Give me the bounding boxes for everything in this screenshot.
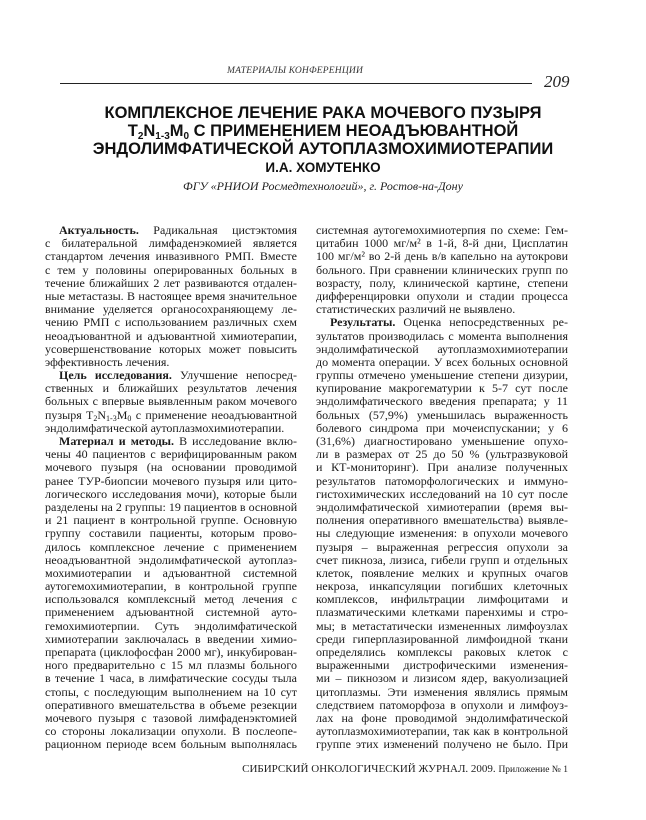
- text-run: мы; в метастатически измененных лимфоузлах: [316, 618, 568, 633]
- text-run: цитоплазмы. Эти изменения являлись прямым: [316, 684, 568, 699]
- paragraph: [45, 369, 297, 435]
- text-run: мохимиотерапии и адъювантной системной: [45, 565, 297, 580]
- text-run: ного предварительно с 15 мл плазмы больного: [45, 658, 297, 673]
- subscript-text: 2: [137, 131, 144, 142]
- text-run: чены 40 пациентов с верифицированным раком: [45, 447, 297, 462]
- text-run: использовался комплексный метод лечения с: [45, 592, 297, 607]
- text-run: усовершенствование которых может повысить: [45, 341, 297, 356]
- text-run: дифференцировки опухоли и стадии процесса: [316, 288, 568, 303]
- text-run: эндолимфатической химиотерапии (время вы-: [316, 499, 568, 514]
- text-run: В исследование вклю-: [174, 434, 297, 448]
- text-run: зультатов производилась с момента выполнения: [316, 328, 568, 343]
- text-run: и 21 пациент в контрольной группе. Основную: [45, 513, 297, 528]
- text-run: болевого синдрома при мочеиспускании; у 6: [316, 420, 568, 435]
- subscript-text: 0: [127, 413, 132, 423]
- text-line: [316, 738, 568, 751]
- section-heading: Цель исследования.: [59, 368, 172, 383]
- text-run: течение ближайших 2 лет развиваются отдален-: [45, 275, 297, 290]
- text-run: ми – пикнозом и лизисом ядер, вакуолизацией: [316, 671, 568, 686]
- text-run: группу составили пациенты, которым прово-: [45, 526, 297, 541]
- text-run: с применение неоадъювантной: [131, 407, 297, 422]
- subscript-text: 1-3: [155, 131, 170, 142]
- page-number: 209: [544, 72, 570, 91]
- text-run: препарата (циклофосфан 2000 мг), инкубирован-: [45, 645, 297, 659]
- text-run: выраженными дистрофическими изменения-: [316, 658, 568, 673]
- subscript-text: 2: [93, 413, 98, 423]
- text-run: клеток, появление мелких и крупных очагов: [316, 565, 568, 580]
- text-run: группе этих изменений получено не было. При: [316, 737, 568, 752]
- text-run: оперативного вмешательства в объеме резекции: [45, 697, 297, 712]
- text-run: мочевого пузыря с тазовой лимфаденэктомией: [45, 710, 297, 725]
- text-run: неоадъювантной и адъювантной химиотерапии,: [45, 328, 297, 343]
- title-line: [40, 140, 606, 158]
- text-run: аутогемохимиотерапии, в контрольной группе: [45, 579, 297, 594]
- title-line: [40, 104, 606, 122]
- text-run: группы отмечено уменьшение степени дизурии,: [316, 368, 568, 383]
- text-run: купирование макрогематурии к 5-7 сут после: [316, 381, 568, 396]
- text-run: ные метастазы. В настоящее время значительное: [45, 288, 297, 303]
- text-run: системная аутогемохимиотерпия по схеме: Гем-: [316, 223, 568, 237]
- text-run: возрасту, полу, клинической картине, степени: [316, 275, 568, 290]
- text-run: химиотерапии заключалась в введении химио-: [45, 631, 297, 646]
- text-run: полнения оперативного вмешательства) выявле-: [316, 513, 568, 528]
- text-run: стандартом лечения инвазивного РМП. Вместе: [45, 249, 297, 264]
- text-run: дилось комплексное лечение с применением: [45, 539, 297, 554]
- section-heading: Материал и методы.: [59, 434, 175, 448]
- text-run: пузыря – выраженная регрессия опухоли за: [316, 539, 568, 554]
- footer-journal: СИБИРСКИЙ ОНКОЛОГИЧЕСКИЙ ЖУРНАЛ. 2009.: [242, 763, 496, 775]
- text-run: пузыря T: [45, 407, 94, 422]
- text-run: N: [143, 122, 156, 140]
- text-run: неоадъювантной эндолимфатической аутоплаз-: [45, 552, 297, 567]
- title-line: [40, 122, 606, 140]
- text-run: со стороны локализации опухоли. В послеопе-: [45, 724, 297, 739]
- text-run: стопы, с последующим выполнением на 10 сут: [45, 684, 297, 699]
- paragraph: [45, 224, 297, 369]
- text-run: до момента операции. У всех больных основной: [316, 354, 568, 369]
- text-run: гемохимиотерпии. Суть эндолимфатической: [45, 618, 297, 633]
- text-run: Оценка непосредственных ре-: [395, 315, 568, 330]
- text-run: 100 мг/м² во 2-й день в/в капельно на аутокрови: [316, 249, 568, 264]
- footer-supplement: Приложение № 1: [498, 765, 568, 775]
- text-run: с тем у половины оперированных больных в: [45, 262, 297, 277]
- text-run: КОМПЛЕКСНОЕ ЛЕЧЕНИЕ РАКА МОЧЕВОГО ПУЗЫРЯ: [104, 104, 542, 122]
- text-run: эндолимфатической аутоплазмохимиотерапии: [316, 341, 568, 356]
- text-run: внимание уделяется органосохраняющему ле-: [45, 302, 297, 317]
- text-run: С ПРИМЕНЕНИЕМ НЕОАДЪЮВАНТНОЙ: [189, 122, 519, 140]
- text-run: некроза, инкапсуляции погибших клеточных: [316, 579, 568, 594]
- text-run: с билатеральной лимфаденэкомией является: [45, 236, 297, 251]
- text-run: Улучшение непосред-: [171, 368, 298, 383]
- text-run: статистических различий не выявлено.: [316, 302, 516, 317]
- text-run: больных (57,9%) уменьшилась выраженность: [316, 407, 568, 422]
- paragraph: [316, 316, 568, 751]
- text-column-right: [316, 224, 568, 752]
- text-run: M: [169, 122, 184, 140]
- text-run: мочевого пузыря (на основании проводимой: [45, 460, 297, 475]
- text-run: ственных и ближайших результатов лечения: [45, 381, 297, 396]
- text-run: следствием патоморфоза в опухоли и лимфоуз-: [316, 697, 568, 712]
- text-run: среди гиперплазированной лимфоидной ткани: [316, 631, 568, 646]
- journal-footer: [242, 763, 568, 775]
- text-run: аутоплазмохимиотерапии, так как в контрольной: [316, 724, 568, 739]
- text-run: эффективность лечения.: [45, 354, 170, 369]
- text-run: чению РМП с использованием различных схем: [45, 315, 297, 330]
- text-run: (31,6%) диагностировано уменьшение опухо-: [316, 434, 568, 448]
- running-header: МАТЕРИАЛЫ КОНФЕРЕНЦИИ: [226, 66, 364, 76]
- text-run: применением адъювантной системной ауто-: [45, 605, 297, 620]
- text-run: M: [116, 407, 128, 422]
- subscript-text: 1-3: [106, 413, 117, 423]
- subscript-text: 0: [183, 131, 190, 142]
- text-run: больных с впервые выявленным раком мочевого: [45, 394, 297, 409]
- text-run: разделены на 2 группы: 19 пациентов в основной: [45, 499, 298, 514]
- section-heading: Актуальность.: [59, 223, 139, 237]
- text-run: рационном периоде всем больным выполнялась: [45, 737, 297, 752]
- paragraph: [316, 224, 568, 316]
- text-run: N: [97, 407, 107, 422]
- text-run: логического исследования мочи), которые были: [45, 486, 297, 501]
- text-run: эндолимфатического введения препарата; у 11: [316, 394, 568, 409]
- text-run: определялись комплексы раковых клеток с: [316, 645, 568, 659]
- section-heading: Результаты.: [330, 315, 396, 330]
- text-line: [45, 738, 297, 751]
- article-title: [40, 104, 606, 158]
- text-run: гистохимических исследований на 10 сут после: [316, 486, 568, 501]
- text-run: эндолимфатической аутоплазмохимиотерапии.: [45, 420, 285, 435]
- text-run: в течение 1 часа, в лимфатические сосуды тыла: [45, 671, 297, 686]
- text-run: плазматическими клетками паренхимы и стро-: [316, 605, 568, 620]
- text-run: ЭНДОЛИМФАТИЧЕСКОЙ АУТОПЛАЗМОХИМИОТЕРАПИИ: [92, 140, 554, 158]
- text-run: результатов патоморфологических и иммуно-: [316, 473, 568, 488]
- text-run: ранее ТУР-биопсии мочевого пузыря или цито-: [45, 473, 297, 488]
- text-run: ны следующие изменения: в опухоли мочевого: [316, 526, 568, 541]
- text-run: цитабин 1000 мг/м² в 1-й, 8-й дни, Цисплатин: [316, 236, 568, 251]
- paragraph: [45, 435, 297, 752]
- text-run: ли в размерах от 25 до 50 % (ультразвуковой: [316, 447, 568, 462]
- text-run: Радикальная цистэктомия: [138, 223, 297, 237]
- header-rule: [60, 83, 532, 84]
- text-run: лах на фоне проводимой эндолимфатической: [316, 710, 568, 725]
- text-column-left: [45, 224, 297, 752]
- text-run: счет пикноза, лизиса, гибели групп и отдельных: [316, 552, 568, 567]
- text-run: и КТ-мониторинг). При анализе полученных: [316, 460, 568, 475]
- article-affiliation: ФГУ «РНИОИ Росмедтехнологий», г. Ростов-на-Дону: [183, 179, 463, 193]
- text-run: T: [127, 122, 138, 140]
- text-run: комплексов, инфильтрации лимфоцитами и: [316, 592, 568, 607]
- article-author: И.А. ХОМУТЕНКО: [265, 160, 381, 175]
- text-run: больного. При сравнении клинических групп по: [316, 262, 568, 277]
